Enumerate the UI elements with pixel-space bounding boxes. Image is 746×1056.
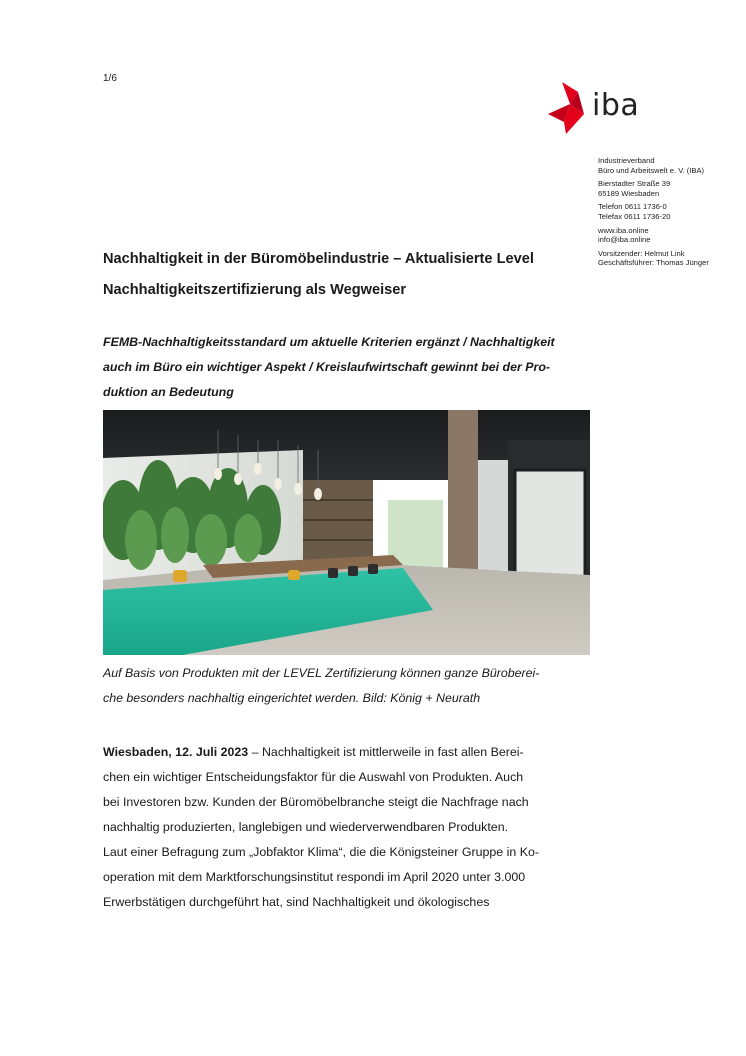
subtitle-line: auch im Büro ein wichtiger Aspekt / Kreislaufwirtschaft gewinnt bei der Pro- [103, 360, 551, 374]
web-link[interactable]: www.iba.online [598, 225, 649, 235]
caption-line: Auf Basis von Produkten mit der LEVEL Zertifizierung können ganze Büroberei- [103, 666, 540, 680]
org-line-1: Industrieverband [598, 156, 655, 165]
document-subtitle [103, 330, 593, 405]
iba-logo [548, 80, 648, 136]
document-title [103, 244, 573, 306]
subtitle-line: FEMB-Nachhaltigkeitsstandard um aktuelle Kriterien ergänzt / Nachhaltigkeit [103, 335, 555, 349]
title-line: Nachhaltigkeitszertifizierung als Wegweiser [103, 282, 407, 298]
body-line: Erwerbstätigen durchgeführt hat, sind Nachhaltigkeit und ökologisches [103, 895, 490, 909]
page-number: 1/6 [103, 73, 117, 84]
office-photo [103, 410, 590, 655]
letterhead-sidebar [598, 156, 738, 272]
logo-text: iba [592, 88, 640, 123]
street: Bierstadter Straße 39 [598, 179, 671, 189]
logo-mark-icon [548, 80, 590, 136]
chair: Vorsitzender: Helmut Link [598, 248, 685, 258]
caption-line: che besonders nachhaltig eingerichtet werden. Bild: König + Neurath [103, 691, 481, 705]
phone: Telefon 0611 1736-0 [598, 202, 667, 212]
subtitle-line: duktion an Bedeutung [103, 385, 234, 399]
body-line: operation mit dem Marktforschungsinstitut respondi im April 2020 unter 3.000 [103, 870, 526, 884]
email-link[interactable]: info@iba.online [598, 235, 651, 245]
dateline: Wiesbaden, 12. Juli 2023 [103, 745, 249, 759]
body-paragraph [103, 740, 593, 915]
org-line-2: Büro und Arbeitswelt e. V. (IBA) [598, 165, 705, 175]
ceo: Geschäftsführer: Thomas Jünger [598, 258, 709, 268]
body-line: bei Investoren bzw. Kunden der Büromöbelbranche steigt die Nachfrage nach [103, 795, 529, 809]
first-line-text: – Nachhaltigkeit ist mittlerweile in fast allen Berei- [248, 745, 524, 759]
body-line: Laut einer Befragung zum „Jobfaktor Klima“, die die Königsteiner Gruppe in Ko- [103, 845, 539, 859]
body-line [103, 740, 593, 765]
body-line: nachhaltig produzierten, langlebigen und wiederverwendbaren Produkten. [103, 820, 509, 834]
fax: Telefax 0611 1736-20 [598, 211, 671, 221]
photo-caption [103, 661, 593, 711]
body-line: chen ein wichtiger Entscheidungsfaktor für die Auswahl von Produkten. Auch [103, 770, 524, 784]
title-line: Nachhaltigkeit in der Büromöbelindustrie – Aktualisierte Level [103, 251, 534, 267]
city: 65189 Wiesbaden [598, 188, 660, 198]
